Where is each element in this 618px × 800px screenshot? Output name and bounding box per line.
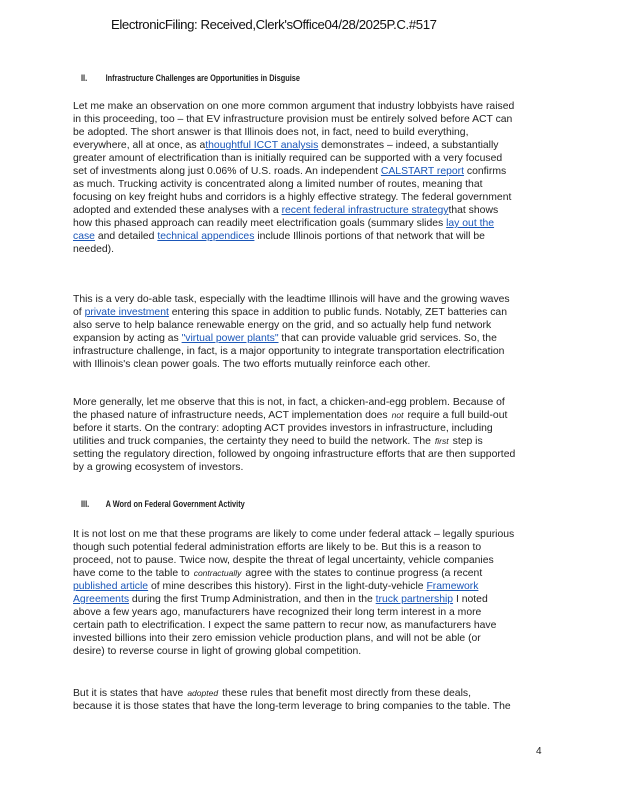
text-line: Agreements during the first Trump Administration, and then in the truck partnership I noted: [73, 594, 488, 605]
text-line: how this phased approach can readily meet electrification goals (summary slides lay out the: [73, 218, 495, 229]
paragraph-infrastructure: [73, 100, 551, 256]
paragraph-chicken-egg: [73, 396, 551, 474]
text-line: be adopted. The short answer is that Illinois does not, in fact, need to build everything,: [73, 127, 469, 138]
text-line: focusing on key freight hubs and corridors is a highly effective strategy. The federal government: [73, 192, 512, 203]
virtual-power-plants-link[interactable]: "virtual power plants": [181, 333, 279, 344]
text-line: desire) to reverse course in light of growing global competition.: [73, 646, 362, 657]
text-line: have come to the table to contractually agree with the states to continue progress (a recent: [73, 568, 483, 579]
text-line: needed).: [73, 244, 115, 255]
text-line: of private investment entering this space in addition to public funds. Notably, ZET batteries can: [73, 307, 507, 318]
section-heading-3: [81, 499, 245, 509]
text-line: setting the regulatory direction, followed by ongoing infrastructure efforts that are then supported: [73, 449, 516, 460]
text-line: in this proceeding, too – that EV infrastructure provision must be entirely solved before ACT can: [73, 114, 513, 125]
icct-analysis-link[interactable]: thoughtful ICCT analysis: [205, 140, 319, 151]
text-line: above a few years ago, manufacturers have recognized their long term interest in a more: [73, 607, 482, 618]
federal-strategy-link[interactable]: recent federal infrastructure strategy: [281, 205, 449, 216]
summary-slides-link-cont[interactable]: case: [73, 231, 95, 242]
section-number: II.: [81, 73, 88, 83]
text-line: proceed, not to pause. Twice now, despite the threat of legal uncertainty, vehicle companies: [73, 555, 494, 566]
framework-agreements-link[interactable]: Framework: [426, 581, 479, 592]
text-line: as much. Trucking activity is concentrated along a limited number of routes, meaning that: [73, 179, 483, 190]
text-line: invested billions into their zero emission vehicle production plans, and will not be able (or: [73, 633, 481, 644]
text-line: everywhere, all at once, as athoughtful ICCT analysis demonstrates – indeed, a substantially: [73, 140, 499, 151]
text-line: the phased nature of infrastructure needs, ACT implementation does not require a full build-out: [73, 410, 508, 421]
text-line: It is not lost on me that these programs are likely to come under federal attack – legally spurious: [73, 529, 515, 540]
paragraph-federal: [73, 528, 551, 658]
section-title: A Word on Federal Government Activity: [105, 499, 245, 509]
text-line: This is a very do-able task, especially with the leadtime Illinois will have and the growing waves: [73, 294, 510, 305]
published-article-link[interactable]: published article: [73, 581, 149, 592]
text-line: published article of mine describes this history). First in the light-duty-vehicle Framework: [73, 581, 479, 592]
technical-appendices-link[interactable]: technical appendices: [157, 231, 255, 242]
text-line: with Illinois's clean power goals. The two efforts mutually reinforce each other.: [73, 359, 431, 370]
summary-slides-link[interactable]: lay out the: [446, 218, 495, 229]
text-line: expansion by acting as "virtual power plants" that can provide valuable grid services. So, the: [73, 333, 497, 344]
text-line: Let me make an observation on one more common argument that industry lobbyists have raised: [73, 101, 515, 112]
framework-agreements-link-cont[interactable]: Agreements: [73, 594, 130, 605]
paragraph-states: [73, 687, 551, 713]
text-line: greater amount of electrification than is initially required can be supported with a very focused: [73, 153, 503, 164]
text-line: because it is those states that have the long-term leverage to bring companies to the table. The: [73, 701, 511, 712]
text-line: infrastructure challenge, in fact, is a major opportunity to integrate transportation electrification: [73, 346, 505, 357]
text-line: set of investments along just 0.06% of U.S. roads. An independent CALSTART report confirms: [73, 166, 507, 177]
text-line: by a growing ecosystem of investors.: [73, 462, 244, 473]
calstart-report-link[interactable]: CALSTART report: [380, 166, 465, 177]
section-heading-2: [81, 73, 300, 83]
text-line: case and detailed technical appendices include Illinois portions of that network that will be: [73, 231, 485, 242]
text-line: certain path to electrification. I expect the same pattern to recur now, as manufacturers have: [73, 620, 497, 631]
paragraph-doable: [73, 293, 551, 371]
page-number: 4: [536, 746, 542, 757]
section-title: Infrastructure Challenges are Opportunities in Disguise: [105, 73, 300, 83]
filing-stamp-header: ElectronicFiling: Received,Clerk'sOffice04/28/2025P.C.#517: [111, 17, 437, 32]
text-line: before it starts. On the contrary: adopting ACT provides investors in infrastructure, including: [73, 423, 493, 434]
text-line: adopted and extended these analyses with a recent federal infrastructure strategythat shows: [73, 205, 499, 216]
section-number: III.: [81, 499, 90, 509]
text-line: More generally, let me observe that this is not, in fact, a chicken-and-egg problem. Because of: [73, 397, 505, 408]
text-line: though such potential federal administration efforts are likely to be. But this is a reason to: [73, 542, 482, 553]
private-investment-link[interactable]: private investment: [84, 307, 169, 318]
text-line: also serve to help balance renewable energy on the grid, and so actually help fund network: [73, 320, 492, 331]
text-line: But it is states that have adopted these rules that benefit most directly from these deals,: [73, 688, 471, 699]
text-line: utilities and truck companies, the certainty they need to build the network. The first step is: [73, 436, 483, 447]
truck-partnership-link[interactable]: truck partnership: [375, 594, 454, 605]
